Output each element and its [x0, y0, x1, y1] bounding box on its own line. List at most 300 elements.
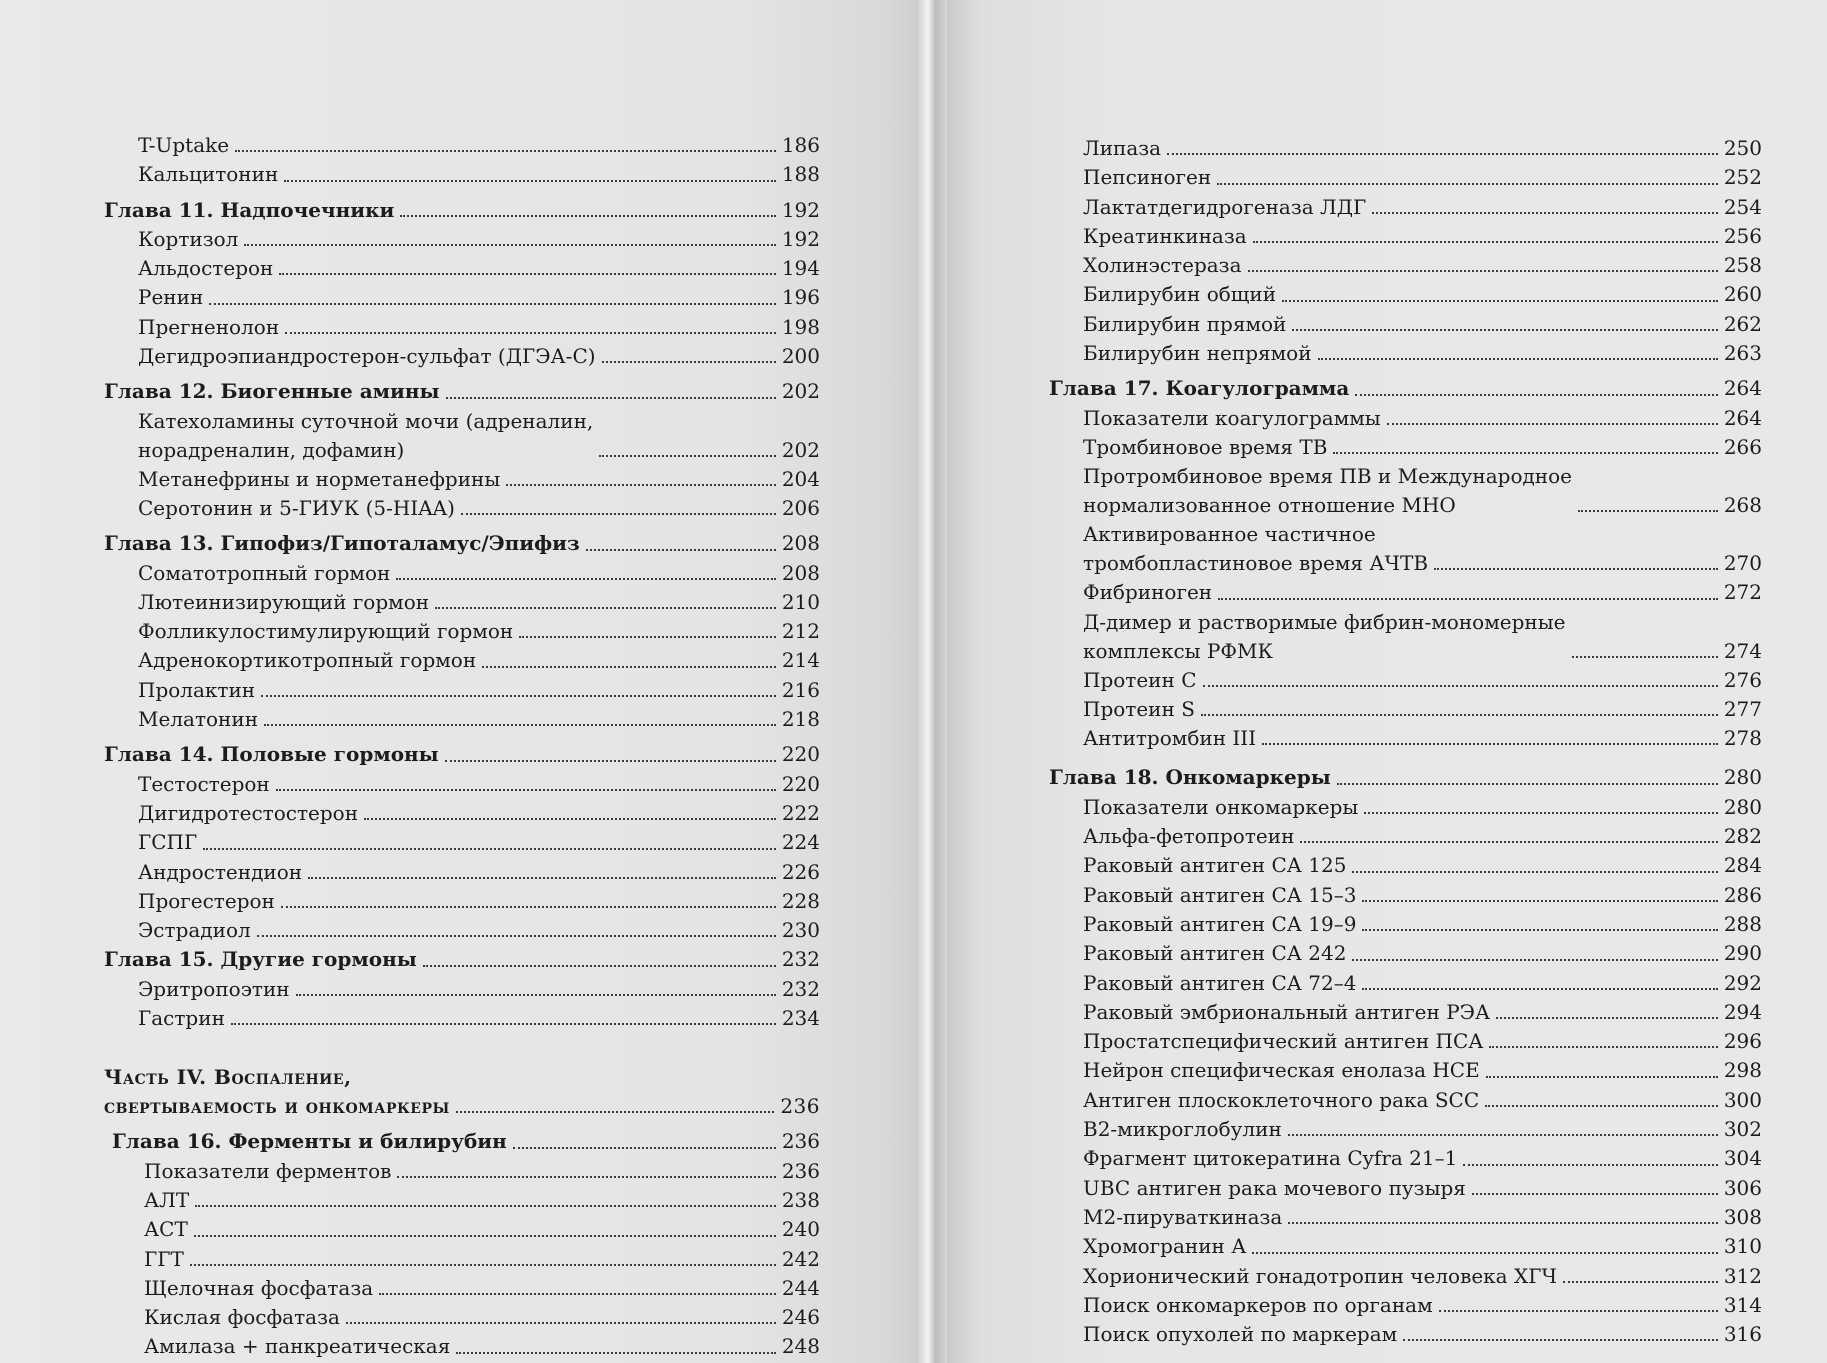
dot-leader [281, 905, 776, 908]
toc-entry-title: Фолликулостимулирующий гормон [138, 619, 514, 644]
dot-leader [261, 694, 776, 697]
toc-entry [1049, 404, 1762, 433]
toc-entry-title: Эстрадиол [138, 918, 251, 943]
dot-leader [1439, 1309, 1718, 1312]
toc-entry [104, 1215, 820, 1244]
toc-entry-page: 236 [781, 1158, 820, 1183]
toc-entry [1049, 793, 1762, 822]
toc-entry-page: 212 [781, 619, 820, 644]
toc-entry-title: ГСПГ [138, 830, 198, 855]
dot-leader [1352, 870, 1717, 873]
toc-entry-page: 234 [781, 1006, 820, 1031]
toc-entry-page: 276 [1723, 667, 1762, 692]
toc-entry [104, 313, 820, 342]
dot-leader [1387, 422, 1718, 425]
toc-entry [1049, 1027, 1762, 1056]
dot-leader [284, 179, 776, 182]
toc-entry-page: 256 [1723, 223, 1762, 248]
toc-entry [104, 770, 820, 799]
toc-entry [1049, 462, 1762, 520]
dot-leader [1167, 152, 1718, 155]
dot-leader [519, 635, 776, 638]
toc-entry [1049, 433, 1762, 462]
toc-entry-page: 258 [1723, 253, 1762, 278]
dot-leader [190, 1263, 776, 1266]
dot-leader [461, 512, 776, 515]
toc-entry [1049, 134, 1762, 163]
dot-leader [231, 1022, 776, 1025]
toc-entry [1049, 251, 1762, 280]
toc-entry [1049, 608, 1762, 666]
dot-leader [264, 723, 776, 726]
toc-chapter [104, 740, 820, 769]
toc-entry-page: 248 [781, 1334, 820, 1359]
toc-entry-page: 188 [781, 162, 820, 187]
toc-entry-page: 274 [1723, 638, 1762, 663]
dot-leader [279, 272, 775, 275]
toc-entry-page: 210 [781, 589, 820, 614]
toc-entry-title-line: комплексы РФМК [1083, 638, 1273, 663]
dot-leader [1362, 987, 1717, 990]
toc-entry-page: 262 [1723, 311, 1762, 336]
dot-leader [1463, 1163, 1717, 1166]
toc-entry-title: Лактатдегидрогеназа ЛДГ [1083, 194, 1367, 219]
dot-leader [456, 1110, 774, 1113]
dot-leader [1355, 393, 1717, 396]
dot-leader [195, 1204, 776, 1207]
toc-entry-page: 220 [781, 771, 820, 796]
toc-chapter-title: Глава 15. Другие гормоны [104, 947, 417, 972]
dot-leader [482, 665, 776, 668]
toc-entry-page: 226 [781, 859, 820, 884]
toc-chapter [104, 529, 820, 558]
toc-entry-page: 192 [781, 226, 820, 251]
toc-entry-title: Раковый антиген СА 72–4 [1083, 970, 1357, 995]
toc-entry-page: 263 [1723, 341, 1762, 366]
dot-leader [1292, 328, 1717, 331]
toc-entry-page: 298 [1723, 1058, 1762, 1083]
toc-entry-title: АСТ [144, 1217, 188, 1242]
toc-chapter-title: Глава 16. Ферменты и билирубин [112, 1129, 507, 1154]
toc-entry-title: Серотонин и 5-ГИУК (5-HIAA) [138, 495, 455, 520]
toc-entry-page: 282 [1723, 824, 1762, 849]
toc-entry-title: Раковый эмбриональный антиген РЭА [1083, 999, 1491, 1024]
toc-entry-page: 194 [781, 256, 820, 281]
dot-leader [513, 1146, 776, 1149]
toc-entry [104, 1186, 820, 1215]
toc-entry [104, 283, 820, 312]
toc-entry-page: 242 [781, 1246, 820, 1271]
toc-entry-title: В2-микроглобулин [1083, 1117, 1282, 1142]
toc-entry-page: 266 [1723, 434, 1762, 459]
toc-chapter-title: Глава 13. Гипофиз/Гипоталамус/Эпифиз [104, 531, 580, 556]
toc-entry-title: Соматотропный гормон [138, 560, 391, 585]
toc-entry [104, 465, 820, 494]
dot-leader [1362, 928, 1717, 931]
toc-entry [104, 1303, 820, 1332]
toc-entry-title [1083, 462, 1572, 520]
toc-entry-page: 312 [1723, 1263, 1762, 1288]
toc-entry [1049, 1320, 1762, 1349]
toc-entry-title: Поиск онкомаркеров по органам [1083, 1292, 1433, 1317]
toc-entry-title: Протеин S [1083, 696, 1195, 721]
toc-entry-page: 268 [1723, 493, 1762, 518]
toc-entry-title: Кальцитонин [138, 162, 279, 187]
dot-leader [1372, 211, 1718, 214]
toc-entry-page: 232 [781, 947, 820, 972]
dot-leader [1252, 1251, 1717, 1254]
dot-leader [308, 876, 776, 879]
toc-entry-title: Лютеинизирующий гормон [138, 589, 430, 614]
toc-entry-page: 214 [781, 648, 820, 673]
toc-entry-title: Тромбиновое время ТВ [1083, 434, 1328, 459]
dot-leader [423, 964, 776, 967]
toc-right-list [1049, 134, 1762, 1349]
toc-entry-page: 278 [1723, 726, 1762, 751]
toc-entry [1049, 1262, 1762, 1291]
dot-leader [1262, 742, 1718, 745]
toc-entry-page: 306 [1723, 1175, 1762, 1200]
toc-entry-page: 250 [1723, 136, 1762, 160]
toc-entry [104, 1157, 820, 1186]
toc-entry-page: 232 [781, 976, 820, 1001]
toc-entry [104, 1332, 820, 1361]
toc-chapter [1049, 763, 1762, 792]
toc-left-list [104, 131, 820, 1362]
dot-leader [1288, 1221, 1717, 1224]
toc-entry [1049, 578, 1762, 607]
dot-leader [400, 214, 775, 217]
toc-part [104, 1063, 820, 1121]
toc-part-title-line: Часть IV. Воспаление, [104, 1065, 352, 1090]
dot-leader [1572, 655, 1718, 658]
toc-entry-title: Пепсиноген [1083, 165, 1212, 190]
toc-entry-title: Альдостерон [138, 256, 274, 281]
toc-entry [1049, 939, 1762, 968]
toc-entry-page: 314 [1723, 1292, 1762, 1317]
toc-entry [104, 617, 820, 646]
toc-entry-page: 216 [781, 677, 820, 702]
toc-entry [104, 858, 820, 887]
toc-entry-page: 254 [1723, 194, 1762, 219]
dot-leader [1563, 1280, 1718, 1283]
toc-entry [104, 342, 820, 371]
toc-entry-title: Раковый антиген СА 125 [1083, 853, 1347, 878]
toc-entry-page: 264 [1723, 376, 1762, 401]
toc-entry [104, 494, 820, 523]
toc-entry-page: 284 [1723, 853, 1762, 878]
toc-entry [1049, 822, 1762, 851]
toc-entry [104, 225, 820, 254]
toc-entry [104, 131, 820, 160]
dot-leader [1362, 899, 1717, 902]
dot-leader [276, 788, 776, 791]
toc-entry [1049, 969, 1762, 998]
toc-entry-title: Билирубин общий [1083, 282, 1277, 307]
toc-entry-page: 236 [780, 1094, 820, 1119]
toc-entry-title [1083, 608, 1566, 666]
toc-entry-title: Раковый антиген СА 15–3 [1083, 882, 1357, 907]
toc-entry-page: 204 [781, 466, 820, 491]
toc-entry [1049, 666, 1762, 695]
toc-entry [104, 975, 820, 1004]
toc-entry-page: 292 [1723, 970, 1762, 995]
toc-entry [1049, 280, 1762, 309]
toc-entry-page: 244 [781, 1275, 820, 1300]
toc-entry-page: 277 [1723, 696, 1762, 721]
dot-leader [1333, 451, 1717, 454]
toc-entry [1049, 163, 1762, 192]
toc-entry-page: 280 [1723, 765, 1762, 790]
toc-entry-title: Показатели коагулограммы [1083, 405, 1381, 430]
toc-entry [104, 887, 820, 916]
toc-entry-title: Адренокортикотропный гормон [138, 648, 477, 673]
dot-leader [379, 1292, 776, 1295]
toc-entry-title: Хорионический гонадотропин человека ХГЧ [1083, 1263, 1557, 1288]
toc-entry-page: 192 [781, 197, 820, 222]
toc-entry [1049, 851, 1762, 880]
toc-entry-title: Прегненолон [138, 314, 280, 339]
toc-entry [1049, 1115, 1762, 1144]
toc-entry [104, 160, 820, 189]
dot-leader [446, 396, 776, 399]
toc-entry-page: 308 [1723, 1204, 1762, 1229]
toc-entry-page: 200 [781, 344, 820, 369]
toc-entry-title: Щелочная фосфатаза [144, 1275, 374, 1300]
toc-entry-title [138, 407, 593, 465]
dot-leader [1489, 1045, 1717, 1048]
toc-entry [1049, 520, 1762, 578]
toc-chapter-title: Глава 17. Коагулограмма [1049, 376, 1350, 401]
dot-leader [1201, 713, 1718, 716]
toc-entry-title: Дигидротестостерон [138, 800, 359, 825]
toc-entry-page: 294 [1723, 999, 1762, 1024]
toc-entry-title: Фрагмент цитокератина Cyfra 21–1 [1083, 1146, 1458, 1171]
toc-entry-page: 280 [1723, 794, 1762, 819]
dot-leader [296, 993, 776, 996]
toc-entry-title: Билирубин прямой [1083, 311, 1287, 336]
toc-entry [1049, 998, 1762, 1027]
toc-entry-page: 240 [781, 1217, 820, 1242]
dot-leader [364, 817, 776, 820]
dot-leader [586, 548, 776, 551]
toc-chapter [104, 196, 820, 225]
toc-entry [1049, 1056, 1762, 1085]
toc-entry-title: ГГТ [144, 1246, 184, 1271]
toc-chapter [104, 377, 820, 406]
dot-leader [435, 606, 776, 609]
dot-leader [244, 243, 775, 246]
toc-entry-page: 196 [781, 285, 820, 310]
dot-leader [397, 1175, 775, 1178]
toc-entry-title: Раковый антиген СА 242 [1083, 941, 1347, 966]
toc-entry-title: Показатели ферментов [144, 1158, 392, 1183]
toc-entry [104, 705, 820, 734]
dot-leader [396, 577, 775, 580]
toc-entry-page: 272 [1723, 580, 1762, 605]
toc-entry [1049, 1086, 1762, 1115]
toc-entry-title: Гастрин [138, 1006, 225, 1031]
toc-entry [104, 407, 820, 465]
toc-entry-title: Фибриноген [1083, 580, 1213, 605]
toc-entry-title: Метанефрины и норметанефрины [138, 466, 501, 491]
toc-entry-title: Холинэстераза [1083, 253, 1242, 278]
toc-entry-page: 246 [781, 1305, 820, 1330]
dot-leader [1318, 357, 1718, 360]
toc-entry-page: 218 [781, 707, 820, 732]
toc-entry [1049, 339, 1762, 368]
toc-entry-title: АЛТ [144, 1187, 190, 1212]
toc-entry [1049, 1174, 1762, 1203]
toc-entry-page: 228 [781, 888, 820, 913]
toc-entry-title: Амилаза + панкреатическая [144, 1334, 451, 1359]
toc-entry-title: Поиск опухолей по маркерам [1083, 1322, 1398, 1347]
dot-leader [203, 847, 776, 850]
toc-entry [1049, 1291, 1762, 1320]
dot-leader [1203, 684, 1718, 687]
toc-entry-title: Кортизол [138, 226, 239, 251]
dot-leader [1352, 958, 1717, 961]
toc-entry [104, 1274, 820, 1303]
toc-entry-title-line: нормализованное отношение МНО [1083, 493, 1456, 518]
toc-chapter [1049, 374, 1762, 403]
toc-entry [104, 588, 820, 617]
dot-leader [209, 302, 776, 305]
toc-entry-page: 316 [1723, 1322, 1762, 1347]
toc-entry [1049, 910, 1762, 939]
dot-leader [1337, 782, 1718, 785]
dot-leader [445, 759, 776, 762]
toc-entry-page: 300 [1723, 1087, 1762, 1112]
dot-leader [1403, 1338, 1718, 1341]
toc-entry [1049, 724, 1762, 753]
toc-entry-title: Показатели онкомаркеры [1083, 794, 1359, 819]
toc-entry-title: Простатспецифический антиген ПСА [1083, 1029, 1484, 1054]
dot-leader [1496, 1016, 1718, 1019]
dot-leader [346, 1321, 776, 1324]
toc-entry-title-line: Активированное частичное [1083, 522, 1376, 547]
dot-leader [1472, 1192, 1718, 1195]
dot-leader [257, 934, 776, 937]
toc-entry-title: UBC антиген рака мочевого пузыря [1083, 1175, 1466, 1200]
toc-entry-title: Антитромбин III [1083, 726, 1257, 751]
toc-entry [1049, 695, 1762, 724]
dot-leader [506, 483, 776, 486]
toc-entry [1049, 193, 1762, 222]
toc-entry-title: Липаза [1083, 136, 1162, 160]
toc-entry-page: 296 [1723, 1029, 1762, 1054]
toc-entry-page: 286 [1723, 882, 1762, 907]
toc-entry-page: 288 [1723, 911, 1762, 936]
book-gutter [918, 0, 947, 1363]
toc-entry-title: T-Uptake [138, 133, 230, 157]
toc-entry [1049, 310, 1762, 339]
dot-leader [1486, 1075, 1718, 1078]
dot-leader [1485, 1104, 1718, 1107]
toc-entry-page: 202 [781, 379, 820, 404]
toc-entry [1049, 1203, 1762, 1232]
toc-entry [104, 828, 820, 857]
toc-chapter-title: Глава 18. Онкомаркеры [1049, 765, 1331, 790]
toc-entry-page: 290 [1723, 941, 1762, 966]
dot-leader [1248, 269, 1718, 272]
toc-entry-title-line: норадреналин, дофамин) [138, 437, 405, 462]
dot-leader [456, 1351, 776, 1354]
toc-entry-title: Мелатонин [138, 707, 259, 732]
toc-entry-page: 222 [781, 800, 820, 825]
toc-entry-title: Антиген плоскоклеточного рака SCC [1083, 1087, 1480, 1112]
dot-leader [1218, 597, 1718, 600]
toc-entry-title: М2-пируваткиназа [1083, 1204, 1283, 1229]
toc-entry-title-line: Д-димер и растворимые фибрин-мономерные [1083, 609, 1566, 634]
toc-entry-title-line: тромбопластиновое время АЧТВ [1083, 551, 1429, 576]
toc-entry-title: Тестостерон [138, 771, 270, 796]
dot-leader [1217, 182, 1718, 185]
toc-chapter-title: Глава 11. Надпочечники [104, 197, 395, 222]
toc-entry-title-line: Катехоламины суточной мочи (адреналин, [138, 408, 594, 433]
toc-entry-page: 264 [1723, 405, 1762, 430]
toc-entry-page: 220 [781, 742, 820, 767]
toc-entry-page: 260 [1723, 282, 1762, 307]
toc-entry-page: 186 [781, 133, 820, 157]
dot-leader [1300, 840, 1717, 843]
toc-entry-title: Ренин [138, 285, 204, 310]
toc-entry-title: Билирубин непрямой [1083, 341, 1312, 366]
toc-chapter-title: Глава 14. Половые гормоны [104, 742, 439, 767]
dot-leader [1364, 811, 1718, 814]
toc-entry-page: 304 [1723, 1146, 1762, 1171]
toc-chapter [104, 945, 820, 974]
toc-entry-page: 310 [1723, 1234, 1762, 1259]
dot-leader [1253, 240, 1718, 243]
dot-leader [285, 331, 776, 334]
dot-leader [1288, 1133, 1718, 1136]
toc-entry-title: Альфа-фетопротеин [1083, 824, 1295, 849]
toc-chapter [104, 1127, 820, 1156]
toc-entry [1049, 881, 1762, 910]
toc-entry-title-line: Протромбиновое время ПВ и Международное [1083, 464, 1573, 489]
dot-leader [602, 360, 776, 363]
toc-entry-page: 238 [781, 1187, 820, 1212]
toc-entry [104, 254, 820, 283]
toc-entry-title: Прогестерон [138, 888, 275, 913]
toc-entry-page: 208 [781, 531, 820, 556]
toc-entry [1049, 1232, 1762, 1261]
toc-part-title-line: свертываемость и онкомаркеры [104, 1094, 450, 1119]
toc-entry-page: 252 [1723, 165, 1762, 190]
toc-chapter-title: Глава 12. Биогенные амины [104, 379, 440, 404]
dot-leader [599, 454, 776, 457]
toc-entry [104, 646, 820, 675]
toc-entry-title: Андростендион [138, 859, 303, 884]
toc-entry [104, 799, 820, 828]
toc-entry-page: 224 [781, 830, 820, 855]
toc-entry-title [1083, 520, 1428, 578]
toc-entry-title: Хромогранин А [1083, 1234, 1247, 1259]
toc-entry-page: 202 [781, 437, 820, 462]
toc-entry-page: 302 [1723, 1117, 1762, 1142]
toc-entry [1049, 222, 1762, 251]
toc-entry-title: Эритропоэтин [138, 976, 290, 1001]
toc-entry [104, 559, 820, 588]
dot-leader [1434, 567, 1718, 570]
toc-entry-page: 206 [781, 495, 820, 520]
toc-entry-title: Раковый антиген СА 19–9 [1083, 911, 1357, 936]
toc-entry-title: Креатинкиназа [1083, 223, 1247, 248]
toc-entry-title: Кислая фосфатаза [144, 1305, 340, 1330]
toc-entry-page: 236 [781, 1129, 820, 1154]
dot-leader [1578, 509, 1718, 512]
